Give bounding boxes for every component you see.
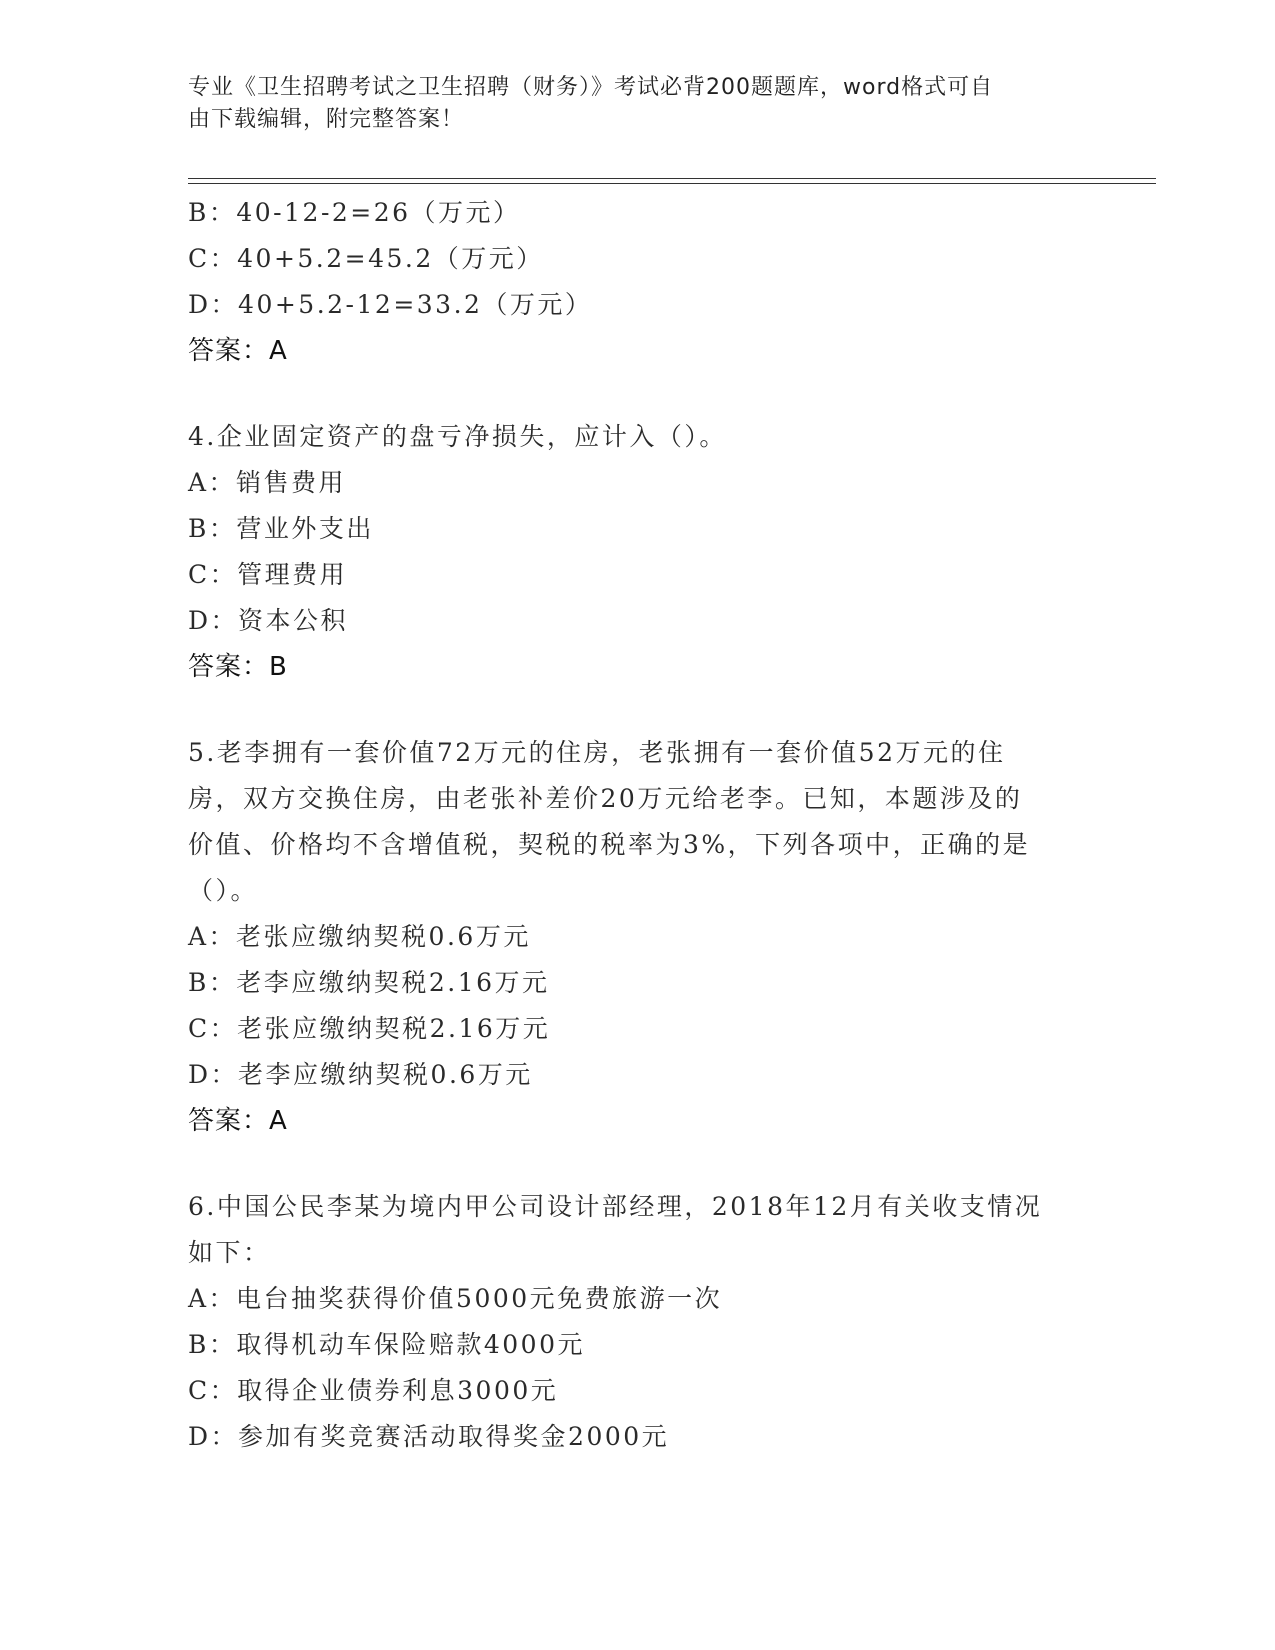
- option-a: A：销售费用: [188, 468, 347, 497]
- header-rule-bottom: [188, 183, 1156, 184]
- option-c: C：取得企业债券利息3000元: [188, 1376, 559, 1405]
- question-stem: 4.企业固定资产的盘亏净损失，应计入（）。: [188, 422, 727, 451]
- question-list: [188, 190, 1088, 1460]
- stem-line: 房，双方交换住房，由老张补差价20万元给老李。已知，本题涉及的: [188, 784, 1023, 813]
- option-c: C：管理费用: [188, 560, 348, 589]
- option-b: B：取得机动车保险赔款4000元: [188, 1330, 585, 1359]
- header-rule-top: [188, 178, 1156, 179]
- question-6: [188, 1184, 1088, 1460]
- stem-line: 6.中国公民李某为境内甲公司设计部经理，2018年12月有关收支情况: [188, 1192, 1043, 1221]
- header-line-1: 专业《卫生招聘考试之卫生招聘（财务）》考试必背200题题库，word格式可自: [188, 75, 994, 100]
- option-a: A：电台抽奖获得价值5000元免费旅游一次: [188, 1284, 723, 1313]
- option-b: B：40-12-2=26（万元）: [188, 198, 521, 227]
- answer: 答案：A: [188, 1106, 288, 1136]
- option-b: B：老李应缴纳契税2.16万元: [188, 968, 550, 997]
- document-header: [188, 72, 1068, 136]
- option-d: D：老李应缴纳契税0.6万元: [188, 1060, 533, 1089]
- option-b: B：营业外支出: [188, 514, 374, 543]
- stem-line: 价值、价格均不含增值税，契税的税率为3%，下列各项中，正确的是: [188, 830, 1031, 859]
- stem-line: （）。: [188, 876, 259, 905]
- question-stem: [188, 730, 1088, 914]
- header-line-2: 由下载编辑，附完整答案！: [188, 107, 465, 132]
- option-d: D：参加有奖竞赛活动取得奖金2000元: [188, 1422, 670, 1451]
- question-5: [188, 730, 1088, 1144]
- question-stem: [188, 1184, 1088, 1276]
- stem-line: 如下：: [188, 1238, 271, 1267]
- option-c: C：40+5.2=45.2（万元）: [188, 244, 544, 273]
- option-c: C：老张应缴纳契税2.16万元: [188, 1014, 551, 1043]
- answer: 答案：A: [188, 336, 288, 366]
- option-d: D：资本公积: [188, 606, 349, 635]
- option-d: D：40+5.2-12=33.2（万元）: [188, 290, 593, 319]
- stem-line: 5.老李拥有一套价值72万元的住房，老张拥有一套价值52万元的住: [188, 738, 1006, 767]
- option-a: A：老张应缴纳契税0.6万元: [188, 922, 531, 951]
- question-3-tail: [188, 190, 1088, 374]
- answer: 答案：B: [188, 652, 288, 682]
- question-4: [188, 414, 1088, 690]
